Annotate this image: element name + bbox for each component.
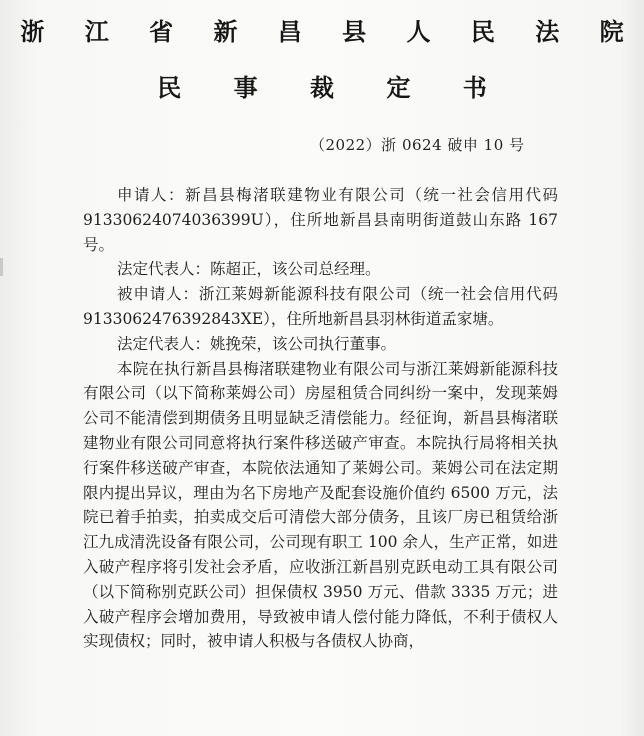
- case-number: （2022）浙 0624 破申 10 号: [310, 136, 525, 154]
- applicant-representative-paragraph: 法定代表人：陈超正，该公司总经理。: [117, 260, 381, 279]
- court-name-heading: 浙 江 省 新 昌 县 人 民 法 院: [20, 17, 640, 46]
- respondent-paragraph: 被申请人：浙江莱姆新能源科技有限公司（统一社会信用代码 9133062476392843XE），住所地新昌县羽林街道孟家塘。: [83, 285, 558, 328]
- respondent-representative-paragraph: 法定代表人：姚挽荣，该公司执行董事。: [117, 334, 397, 353]
- case-facts-paragraph: 本院在执行新昌县梅渚联建物业有限公司与浙江莱姆新能源科技有限公司（以下简称莱姆公司）房屋租赁合同纠纷一案中，发现莱姆公司不能清偿到期债务且明显缺乏清偿能力。经征询，新昌县梅渚联建物业有限公司同意将执行案件移送破产审查。本院执行局将相关执行案件移送破产审查，本院依法通知了莱姆公司。莱姆公司在法定期限内提出异议，理由为名下房地产及配套设施价值约 6500 万元，法院已着手拍卖，拍卖成交后可清偿大部分债务，且该厂房已租赁给浙江九成清洗设备有限公司，公司现有职工 100 余人，生产正常，如进入破产程序将引发社会矛盾，应收浙江新昌别克跃电动工具有限公司（以下简称别克跃公司）担保债权 3950 万元、借款 3335 万元；进入破产程序会增加费用，导致被申请人偿付能力降低，不利于债权人实现债权；同时，被申请人积极与各债权人协商，: [83, 359, 558, 651]
- applicant-paragraph: 申请人：新昌县梅渚联建物业有限公司（统一社会信用代码 91330624074036399U），住所地新昌县南明街道鼓山东路 167 号。: [83, 186, 558, 254]
- document-body: [83, 183, 558, 654]
- document-type-heading: 民 事 裁 定 书: [157, 73, 509, 102]
- scan-mark: [0, 258, 3, 276]
